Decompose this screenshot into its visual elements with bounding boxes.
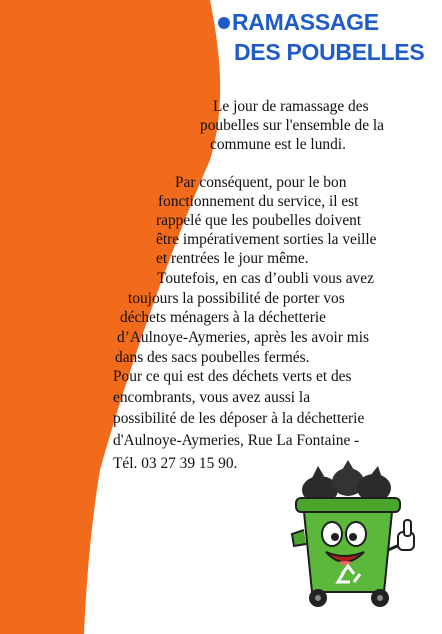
body-line: poubelles sur l'ensemble de la bbox=[200, 117, 384, 134]
body-line: fonctionnement du service, il est bbox=[158, 193, 359, 210]
body-line: Le jour de ramassage des bbox=[213, 98, 369, 115]
body-line: d'Aulnoye-Aymeries, Rue La Fontaine - bbox=[113, 432, 360, 449]
trash-bin-mascot-icon bbox=[282, 460, 422, 610]
body-line: toujours la possibilité de porter vos bbox=[128, 290, 345, 307]
body-line: commune est le lundi. bbox=[210, 136, 346, 153]
body-line: dans des sacs poubelles fermés. bbox=[115, 349, 310, 366]
blue-dot-icon bbox=[218, 17, 230, 29]
body-line: encombrants, vous avez aussi la bbox=[113, 389, 311, 406]
body-line: Par conséquent, pour le bon bbox=[175, 174, 347, 191]
body-line: d’Aulnoye-Aymeries, après les avoir mis bbox=[117, 329, 370, 346]
title-line-1: RAMASSAGE bbox=[232, 9, 379, 35]
body-line: être impérativement sorties la veille bbox=[156, 231, 377, 248]
body-line: possibilité de les déposer à la déchetterie bbox=[113, 410, 365, 427]
body-line: déchets ménagers à la déchetterie bbox=[120, 309, 326, 326]
body-line: Pour ce qui est des déchets verts et des bbox=[113, 368, 352, 385]
body-line: Toutefois, en cas d’oubli vous avez bbox=[157, 270, 374, 287]
body-line: et rentrées le jour même. bbox=[156, 250, 309, 267]
title-line-2: DES POUBELLES bbox=[234, 39, 425, 65]
body-line: Tél. 03 27 39 15 90. bbox=[113, 455, 238, 472]
body-line: rappelé que les poubelles doivent bbox=[156, 212, 362, 229]
